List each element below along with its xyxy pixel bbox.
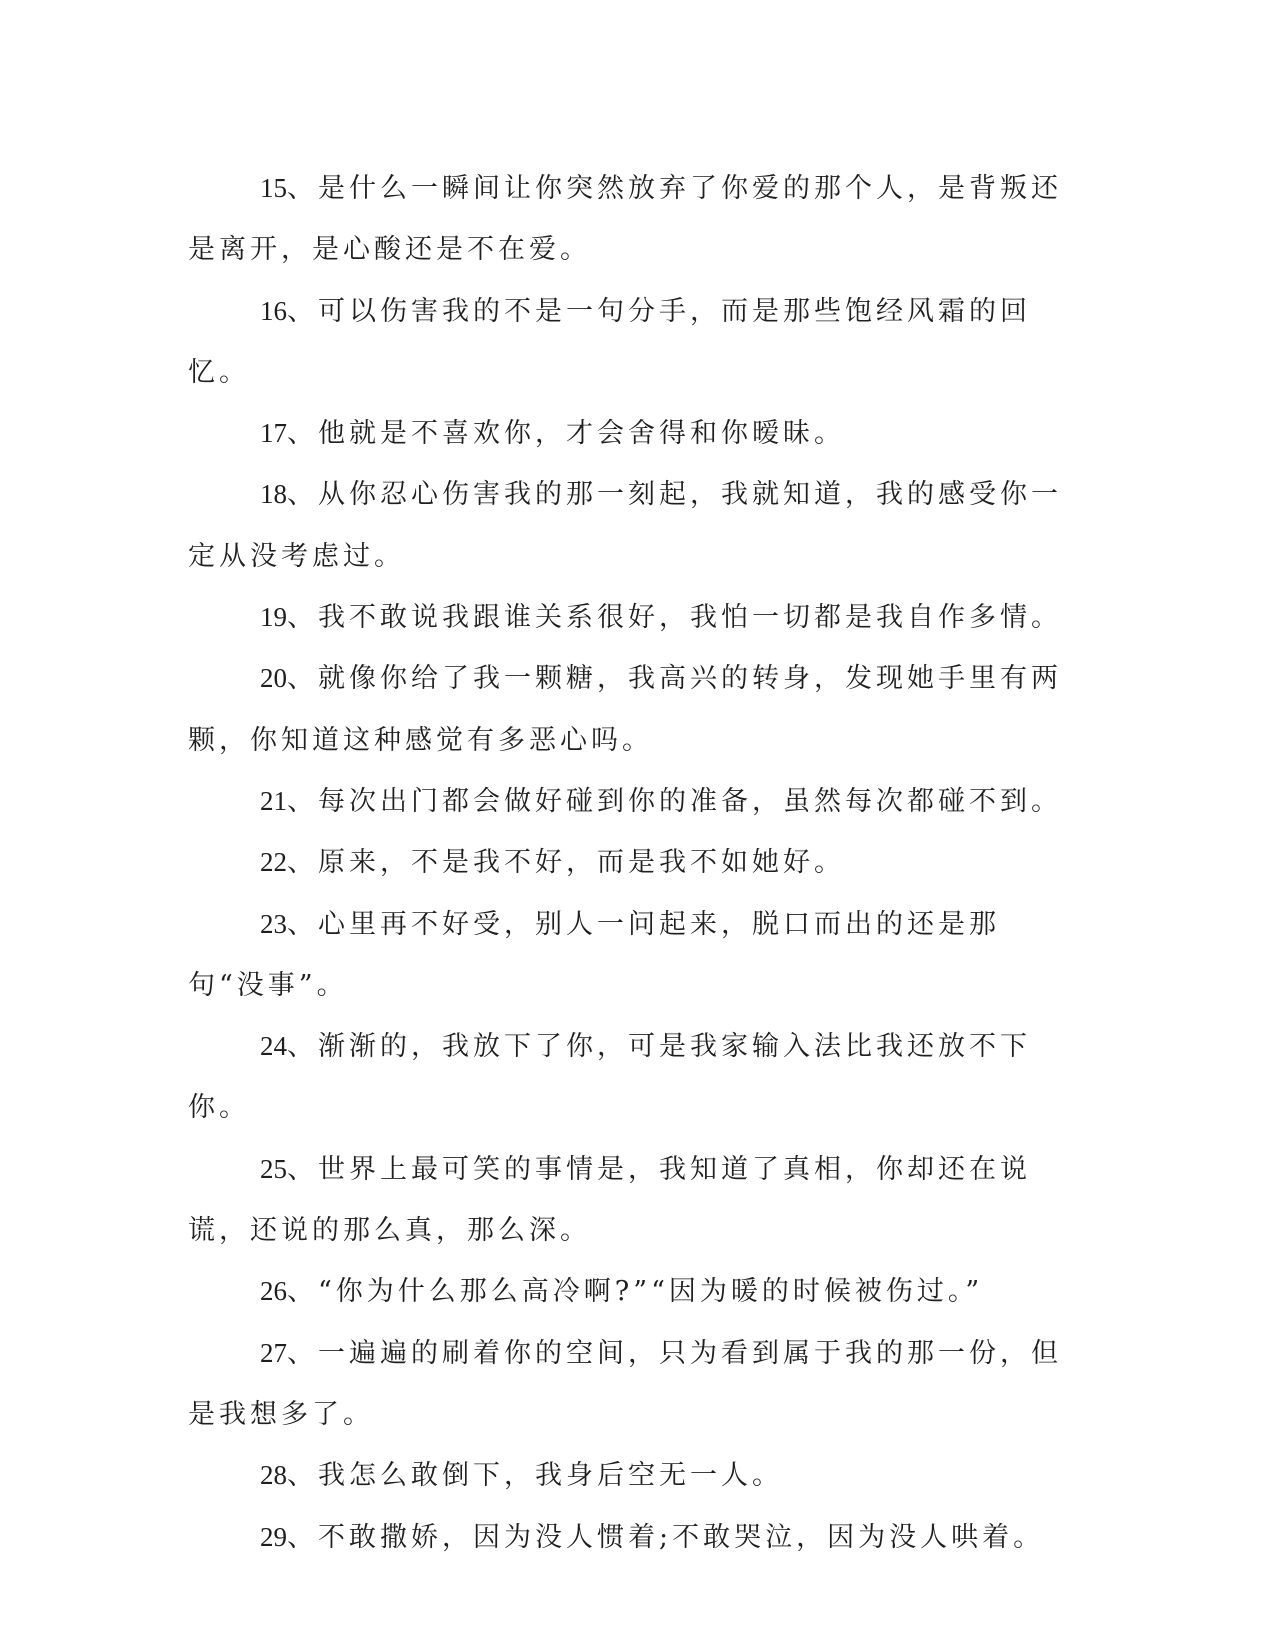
item-number: 15 bbox=[260, 173, 287, 203]
paragraph-24 bbox=[188, 1016, 1070, 1139]
item-number: 26 bbox=[260, 1276, 287, 1307]
item-text: 、“你为什么那么高冷啊?”“因为暖的时候被伤过。” bbox=[287, 1276, 984, 1308]
item-number: 23 bbox=[260, 908, 287, 939]
paragraph-16 bbox=[188, 281, 1070, 404]
item-number: 17 bbox=[260, 418, 287, 449]
paragraph-29 bbox=[188, 1507, 1070, 1568]
item-number: 22 bbox=[260, 847, 287, 878]
paragraph-17 bbox=[188, 403, 1070, 464]
item-text: 、世界上最可笑的事情是，我知道了真相，你却还在说谎，还说的那么真，那么深。 bbox=[188, 1153, 1031, 1247]
item-text: 、就像你给了我一颗糖，我高兴的转身，发现她手里有两颗，你知道这种感觉有多恶心吗。 bbox=[188, 663, 1062, 756]
item-text: 、渐渐的，我放下了你，可是我家输入法比我还放不下你。 bbox=[188, 1031, 1031, 1124]
paragraph-25 bbox=[188, 1139, 1070, 1262]
item-text: 、一遍遍的刷着你的空间，只为看到属于我的那一份，但是我想多了。 bbox=[188, 1337, 1062, 1430]
paragraph-23 bbox=[188, 894, 1070, 1017]
item-number: 21 bbox=[260, 785, 287, 816]
paragraph-26 bbox=[188, 1261, 1070, 1322]
item-text: 、我不敢说我跟谁关系很好，我怕一切都是我自作多情。 bbox=[287, 602, 1062, 634]
item-text: 、可以伤害我的不是一句分手，而是那些饱经风霜的回忆。 bbox=[188, 295, 1031, 388]
item-number: 18 bbox=[260, 479, 287, 510]
paragraph-22 bbox=[188, 832, 1070, 893]
paragraph-27 bbox=[188, 1323, 1070, 1446]
item-text: 、他就是不喜欢你，才会舍得和你暧昧。 bbox=[287, 418, 845, 450]
item-text: 、原来，不是我不好，而是我不如她好。 bbox=[287, 847, 845, 879]
item-number: 19 bbox=[260, 602, 287, 633]
document-body bbox=[188, 158, 1070, 1568]
item-text: 、每次出门都会做好碰到你的准备，虽然每次都碰不到。 bbox=[287, 785, 1062, 817]
paragraph-20 bbox=[188, 648, 1070, 771]
item-number: 25 bbox=[260, 1153, 287, 1184]
item-number: 29 bbox=[260, 1521, 287, 1552]
paragraph-21 bbox=[188, 771, 1070, 832]
paragraph-15 bbox=[188, 158, 1070, 281]
item-text: 、从你忍心伤害我的那一刻起，我就知道，我的感受你一定从没考虑过。 bbox=[188, 479, 1062, 572]
item-number: 28 bbox=[260, 1460, 287, 1491]
paragraph-18 bbox=[188, 464, 1070, 587]
item-text: 、不敢撒娇，因为没人惯着;不敢哭泣，因为没人哄着。 bbox=[287, 1521, 1045, 1553]
item-number: 24 bbox=[260, 1031, 287, 1062]
item-number: 20 bbox=[260, 663, 287, 694]
item-text: 、是什么一瞬间让你突然放弃了你爱的那个人，是背叛还是离开，是心酸还是不在爱。 bbox=[188, 173, 1062, 266]
item-number: 16 bbox=[260, 295, 287, 326]
item-text: 、心里再不好受，别人一问起来，脱口而出的还是那句“没事”。 bbox=[188, 908, 1000, 1001]
paragraph-19 bbox=[188, 587, 1070, 648]
item-text: 、我怎么敢倒下，我身后空无一人。 bbox=[287, 1460, 783, 1492]
item-number: 27 bbox=[260, 1337, 287, 1368]
paragraph-28 bbox=[188, 1445, 1070, 1506]
